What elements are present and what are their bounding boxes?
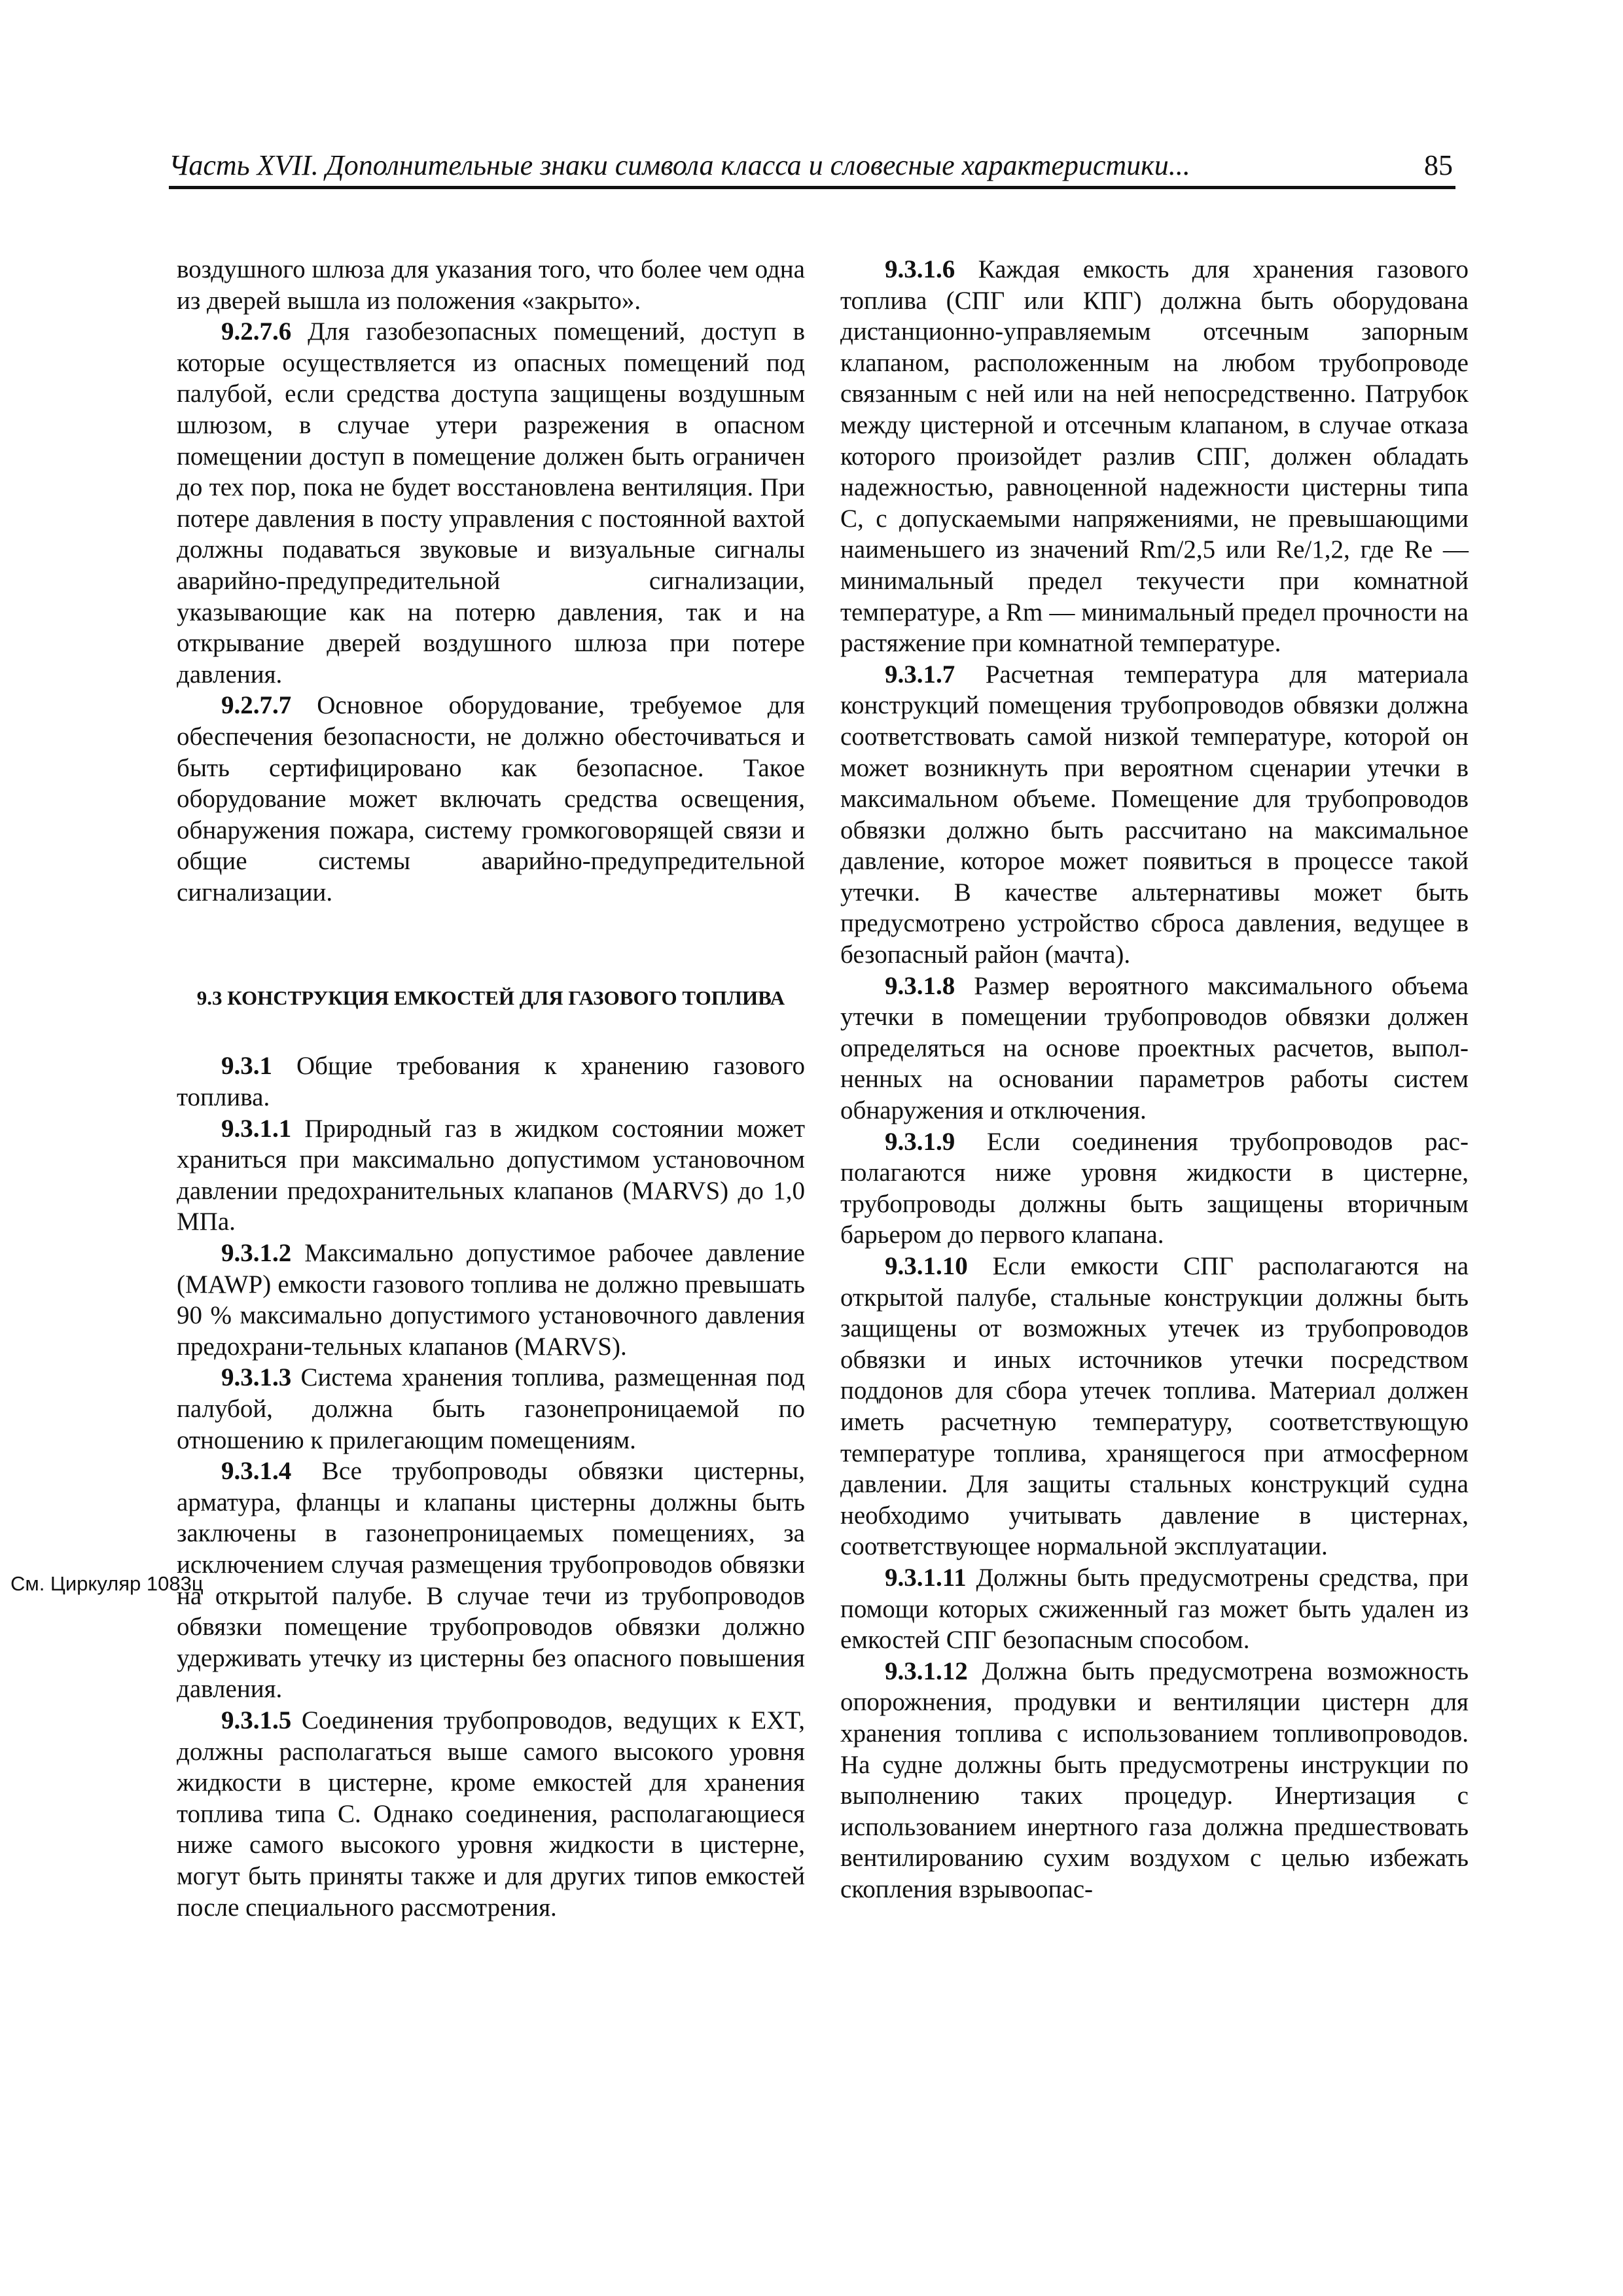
clause-number: 9.3.1.8 [885, 971, 955, 1000]
left-column [177, 254, 805, 1923]
paragraph-9-3-1-6: 9.3.1.6 Каждая емкость для хранения газового топлива (СПГ или КПГ) должна быть оборудована дистанционно-управляемым отсечным запорным клапаном, расположенным на любом трубопроводе связанным с ней или на ней непосредственно. Патрубок между цистерной и отсечным клапаном, в случае отказа которого произойдет разлив СПГ, должен обладать надежностью, равноценной надежности цистерны типа С, с допускаемыми напряжениями, не превышающими наименьшего из значений Rm/2,5 или Re/1,2, где Re — минимальный предел текучести при комнатной температуре, а Rm — минимальный предел прочности на растяжение при комнатной температуре. [840, 255, 1469, 658]
paragraph-9-2-7-7: 9.2.7.7 Основное оборудование, требуемое для обеспечения безопасности, не должно обесточиваться и быть сертифицировано как безопасное. Такое оборудование может включать средства освещения, обнаружения пожара, систему громкоговорящей связи и общие системы аварийно-предупредительной сигнализации. [177, 691, 805, 906]
clause-number: 9.3.1.11 [885, 1563, 967, 1592]
clause-number: 9.3.1.5 [221, 1706, 292, 1734]
section-heading: 9.3 КОНСТРУКЦИЯ ЕМКОСТЕЙ ДЛЯ ГАЗОВОГО ТОПЛИВА [196, 986, 785, 1010]
paragraph-9-3-1-8: 9.3.1.8 Размер вероятного максимального объема утечки в помещении трубопроводов обвязки должен определяться на основе проектных расчетов, выполненных на основании параметров работы систем обнаружения и отключения. [840, 971, 1469, 1125]
paragraph-9-3-1-12: 9.3.1.12 Должна быть предусмотрена возможность опорожнения, продувки и вентиляции цистерн для хранения топлива с использованием топливопроводов. На судне должны быть предусмотрены инструкции по выполнению таких процедур. Инертизация с использованием инертного газа должна предшествовать вентилированию сухим воздухом с целью избежать скопления взрывоопас- [840, 1657, 1469, 1903]
paragraph-9-3-1-5: 9.3.1.5 Соединения трубопроводов, ведущих к EXT, должны располагаться выше самого высокого уровня жидкости в цистерне, кроме емкостей для хранения топлива типа С. Однако соединения, располагающиеся ниже самого высокого уровня жидкости в цистерне, могут быть приняты также и для других типов емкостей после специального рассмотрения. [177, 1706, 805, 1922]
clause-number: 9.3.1.3 [221, 1363, 292, 1392]
clause-number: 9.2.7.6 [221, 317, 292, 346]
paragraph-9-3-1-9: 9.3.1.9 Если соединения трубопроводов располагаются ниже уровня жидкости в цистерне, трубопроводы должны быть защищены вторичным барьером до первого клапана. [840, 1127, 1469, 1249]
right-column [840, 254, 1469, 1905]
clause-number: 9.2.7.7 [221, 691, 292, 720]
clause-number: 9.3.1.10 [885, 1252, 968, 1280]
paragraph-9-3-1-1: 9.3.1.1 Природный газ в жидком состоянии может храниться при максимально допустимом установочном давлении предохранительных клапанов (MARVS) до 1,0 МПа. [177, 1114, 805, 1236]
clause-number: 9.3.1.4 [221, 1457, 292, 1486]
paragraph-9-3-1-4: 9.3.1.4 Все трубопроводы обвязки цистерны, арматура, фланцы и клапаны цистерны должны быть заключены в газонепроницаемых помещениях, за исключением случая размещения трубопроводов обвязки на открытой палубе. В случае течи из трубопроводов обвязки помещение трубопроводов обвязки должно удерживать утечку из цистерны без опасного повышения давления. [177, 1457, 805, 1704]
clause-number: 9.3.1.6 [885, 255, 955, 283]
clause-number: 9.3.1.1 [221, 1114, 292, 1143]
margin-note: См. Циркуляр 1083ц [10, 1572, 204, 1595]
page-number: 85 [1424, 149, 1453, 181]
running-header [169, 145, 1455, 189]
paragraph-9-3-1-3: 9.3.1.3 Система хранения топлива, размещенная под палубой, должна быть газонепроницаемой по отношению к прилегающим помещениям. [177, 1363, 805, 1454]
paragraph-continued: воздушного шлюза для указания того, что более чем одна из дверей вышла из положения «закрыто». [177, 255, 805, 315]
clause-number: 9.3.1 [221, 1052, 272, 1081]
clause-number: 9.3.1.7 [885, 660, 955, 689]
running-title: Часть XVII. Дополнительные знаки символа класса и словесные характеристики... [169, 149, 1190, 181]
paragraph-9-2-7-6: 9.2.7.6 Для газобезопасных помещений, доступ в которые осуществляется из опасных помещений под палубой, если средства доступа защищены воздушным шлюзом, в случае утери разрежения в опасном помещении доступ в помещение должен быть ограничен до тех пор, пока не будет восстановлена вентиляция. При потере давления в посту управления с постоянной вахтой должны подаваться звуковые и визуальные сигналы аварийно-предупредительной сигнализации, указывающие как на потерю давления, так и на открывание дверей воздушного шлюза при потере давления. [177, 317, 805, 689]
paragraph-9-3-1-10: 9.3.1.10 Если емкости СПГ располагаются на открытой палубе, стальные конструкции должны быть защищены от возможных утечек из трубопроводов обвязки и иных источников утечки посредством поддонов для сбора утечек топлива. Материал должен иметь расчетную температуру, соответствующую температуре топлива, хранящегося при атмосферном давлении. Для защиты стальных конструкций судна необходимо учитывать давление в цистернах, соответствующее нормальной эксплуатации. [840, 1252, 1469, 1561]
clause-number: 9.3.1.2 [221, 1239, 292, 1268]
paragraph-9-3-1-2: 9.3.1.2 Максимально допустимое рабочее давление (MAWP) емкости газового топлива не должно превышать 90 % максимально допустимого установочного давления предохрани-тельных клапанов (MARVS). [177, 1239, 805, 1361]
paragraph-9-3-1-11: 9.3.1.11 Должны быть предусмотрены средства, при помощи которых сжиженный газ может быть удален из емкостей СПГ безопасным способом. [840, 1563, 1469, 1655]
clause-number: 9.3.1.12 [885, 1657, 968, 1685]
paragraph-9-3-1-7: 9.3.1.7 Расчетная температура для материала конструкций помещения трубопроводов обвязки должна соответствовать самой низкой температуре, которой он может возникнуть при вероятном сценарии утечки в максимальном объеме. Помещение для трубопроводов обвязки должно быть рассчитано на максимальное давление, которое может появиться в процессе такой утечки. В качестве альтернативы может быть предусмотрено устройство сброса давления, ведущее в безопасный район (мачта). [840, 660, 1469, 969]
paragraph-9-3-1: 9.3.1 Общие требования к хранению газового топлива. [177, 1052, 805, 1112]
clause-number: 9.3.1.9 [885, 1127, 955, 1156]
